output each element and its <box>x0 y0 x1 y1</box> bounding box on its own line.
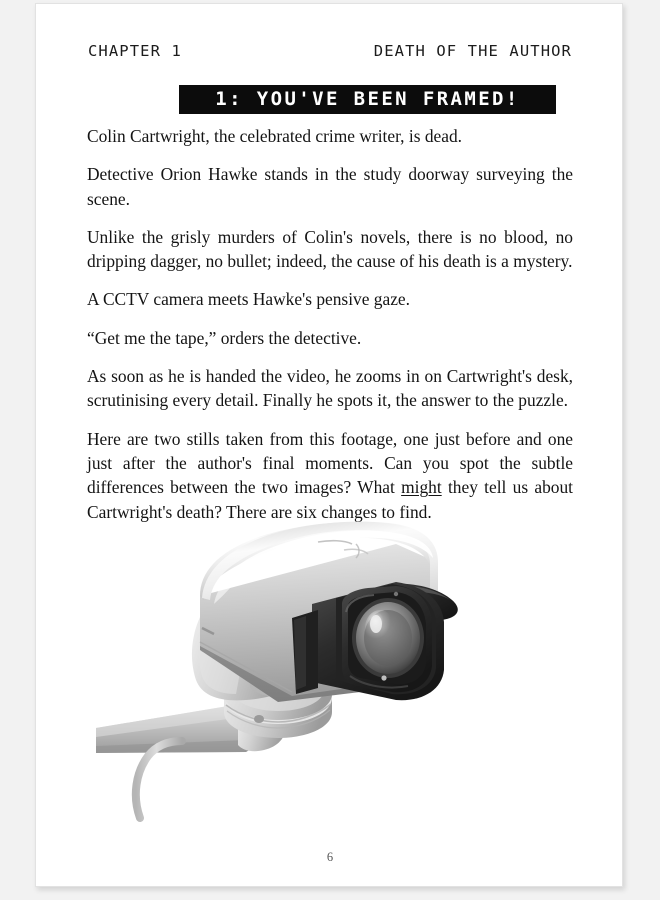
chapter-title-text: 1: YOU'VE BEEN FRAMED! <box>215 87 520 110</box>
chapter-title-banner <box>179 85 556 114</box>
running-head <box>88 42 572 60</box>
running-head-chapter: CHAPTER 1 <box>88 42 182 60</box>
page-number: 6 <box>326 850 334 864</box>
paragraph-6: As soon as he is handed the video, he zooms in on Cartwright's desk, scrutinising every detail. Finally he spots it, the answer to the puzzle. <box>87 366 573 411</box>
page-sheet <box>35 3 623 887</box>
paragraph-7-part-a: Here are two stills taken from this footage, one just before and one just after the author's final moments. Can you spot the subtle differences between the two images? What <box>87 428 573 498</box>
camera-lens-housing <box>312 582 444 700</box>
body-copy <box>87 124 573 524</box>
running-head-book-title: DEATH OF THE AUTHOR <box>373 42 572 60</box>
paragraph-7-part-b: they tell us about Cartwright's death? There are six changes to find. <box>87 477 573 522</box>
cctv-camera-icon <box>96 500 596 830</box>
paragraph-3: Unlike the grisly murders of Colin's novels, there is no blood, no dripping dagger, no bullet; indeed, the cause of his death is a mystery. <box>87 226 573 272</box>
cctv-camera-figure <box>96 500 596 830</box>
paragraph-1: Colin Cartwright, the celebrated crime writer, is dead. <box>87 126 463 146</box>
camera-side-trim <box>292 610 318 694</box>
paragraph-2: Detective Orion Hawke stands in the study doorway surveying the scene. <box>87 164 573 209</box>
paragraph-7-emphasis: might <box>401 477 442 498</box>
paragraph-4: A CCTV camera meets Hawke's pensive gaze. <box>87 289 410 310</box>
paragraph-5: “Get me the tape,” orders the detective. <box>87 327 362 348</box>
